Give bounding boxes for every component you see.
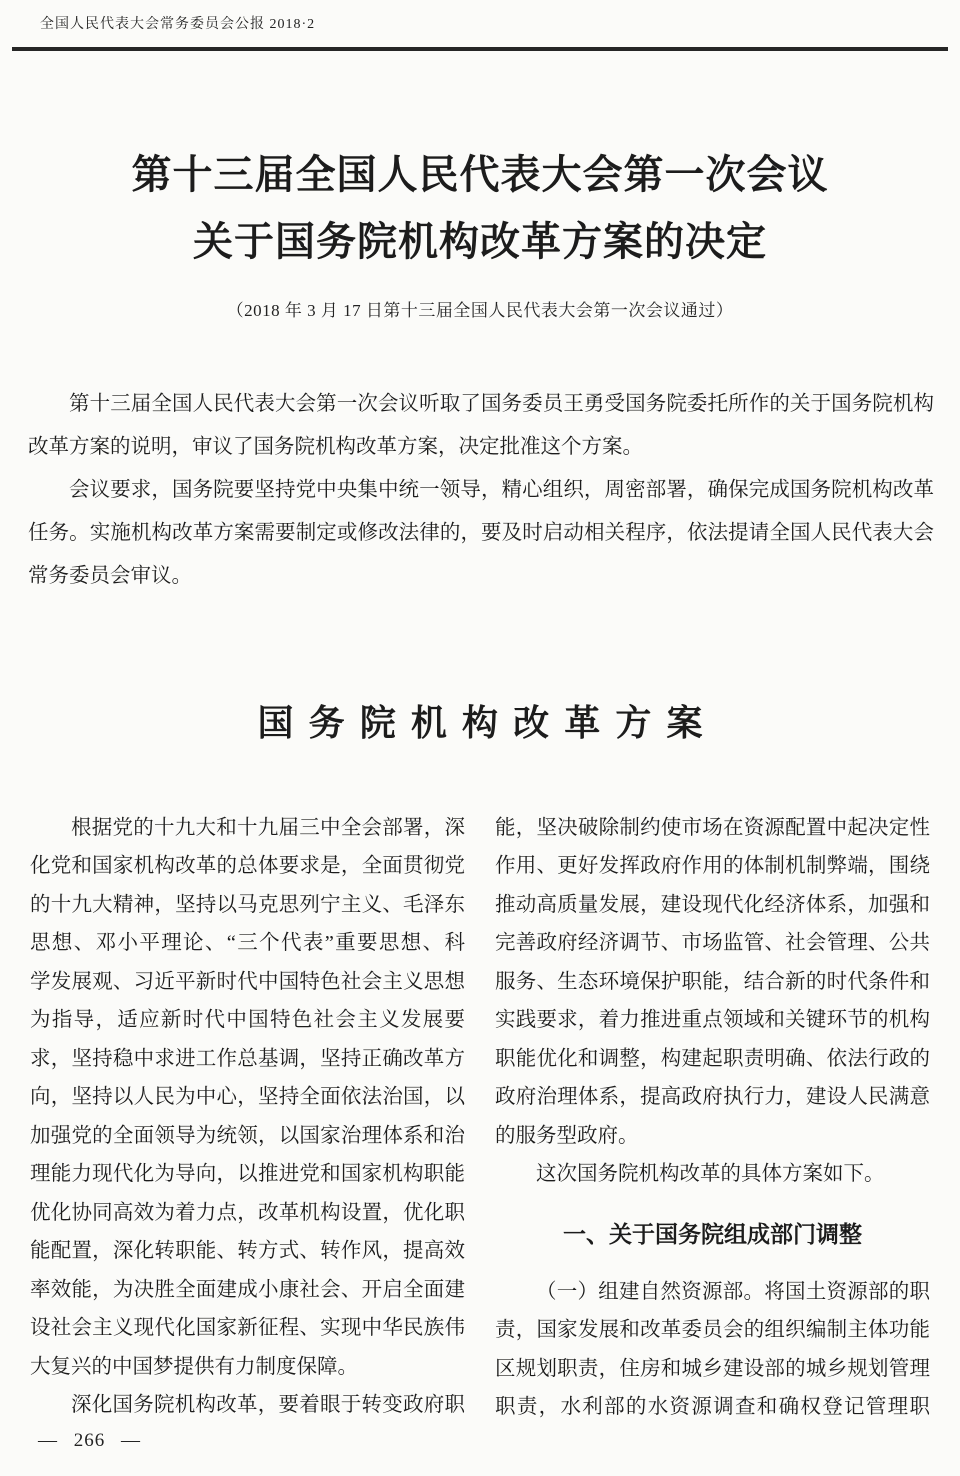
decision-paragraph: 第十三届全国人民代表大会第一次会议听取了国务委员王勇受国务院委托所作的关于国务院机构改革方案的说明，审议了国务院机构改革方案，决定批准这个方案。: [28, 392, 934, 458]
text-line: 这次国务院机构改革的具体方案如下。: [536, 1163, 885, 1185]
text-line: 学发展观、习近平新时代中国特色社会主义思想: [30, 970, 465, 993]
text-column-left: [30, 809, 465, 1427]
text-line: 能配置，深化转职能、转方式、转作风，提高效: [30, 1240, 465, 1262]
text-line: 区规划职责，住房和城乡建设部的城乡规划管理: [495, 1357, 930, 1380]
text-line: 大复兴的中国梦提供有力制度保障。: [30, 1355, 358, 1378]
text-line: 完善政府经济调节、市场监管、社会管理、公共: [495, 932, 930, 954]
document-title-line-1: 第十三届全国人民代表大会第一次会议: [131, 151, 829, 197]
text-line: 设社会主义现代化国家新征程、实现中华民族伟: [30, 1317, 465, 1339]
text-line: 率效能，为决胜全面建成小康社会、开启全面建: [30, 1278, 465, 1301]
text-line: 思想、邓小平理论、“三个代表”重要思想、科: [30, 932, 465, 954]
page-number: — 266 —: [38, 1430, 141, 1451]
text-line: （一）组建自然资源部。将国土资源部的职: [536, 1280, 930, 1303]
text-line: 推动高质量发展，建设现代化经济体系，加强和: [495, 893, 930, 916]
text-line: 责，国家发展和改革委员会的组织编制主体功能: [495, 1319, 930, 1341]
text-line: 实践要求，着力推进重点领域和关键环节的机构: [495, 1009, 930, 1031]
text-line: 根据党的十九大和十九届三中全会部署，深: [71, 816, 465, 839]
header-rule: [12, 47, 948, 51]
text-line: 政府治理体系，提高政府执行力，建设人民满意: [495, 1086, 930, 1108]
decision-paragraph: 会议要求，国务院要坚持党中央集中统一领导，精心组织，周密部署，确保完成国务院机构改革任务。实施机构改革方案需要制定或修改法律的，要及时启动相关程序，依法提请全国人民代表大会常务委员会审议。: [28, 478, 934, 587]
text-line: 加强党的全面领导为统领，以国家治理体系和治: [30, 1124, 465, 1147]
decision-body: [28, 383, 934, 598]
text-column-right: [495, 809, 930, 1427]
text-line: 向，坚持以人民为中心，坚持全面依法治国，以: [30, 1086, 465, 1108]
text-line: 的服务型政府。: [495, 1124, 639, 1147]
text-line: 职能优化和调整，构建起职责明确、依法行政的: [495, 1047, 930, 1070]
text-line: 服务、生态环境保护职能，结合新的时代条件和: [495, 970, 930, 993]
numbered-section-heading: 一、关于国务院组成部门调整: [563, 1220, 862, 1247]
text-line: 职责，水利部的水资源调查和确权登记管理职: [495, 1396, 930, 1418]
text-line: 化党和国家机构改革的总体要求是，全面贯彻党: [30, 855, 465, 877]
plan-body: [30, 809, 930, 1427]
journal-masthead: 全国人民代表大会常务委员会公报 2018·2: [40, 17, 316, 32]
document-title-line-2: 关于国务院机构改革方案的决定: [193, 218, 767, 264]
plan-title: 国务院机构改革方案: [257, 702, 718, 743]
text-line: 理能力现代化为导向，以推进党和国家机构职能: [30, 1163, 465, 1185]
text-line: 能，坚决破除制约使市场在资源配置中起决定性: [495, 816, 930, 839]
text-line: 为指导，适应新时代中国特色社会主义发展要: [30, 1009, 465, 1031]
document-title: [0, 141, 960, 275]
text-line: 作用、更好发挥政府作用的体制机制弊端，围绕: [495, 855, 930, 877]
text-line: 深化国务院机构改革，要着眼于转变政府职: [71, 1394, 465, 1416]
text-line: 求，坚持稳中求进工作总基调，坚持正确改革方: [30, 1047, 465, 1070]
text-line: 优化协同高效为着力点，改革机构设置，优化职: [30, 1201, 465, 1224]
adoption-note: （2018 年 3 月 17 日第十三届全国人民代表大会第一次会议通过）: [226, 300, 734, 320]
text-line: 的十九大精神，坚持以马克思列宁主义、毛泽东: [30, 893, 465, 916]
